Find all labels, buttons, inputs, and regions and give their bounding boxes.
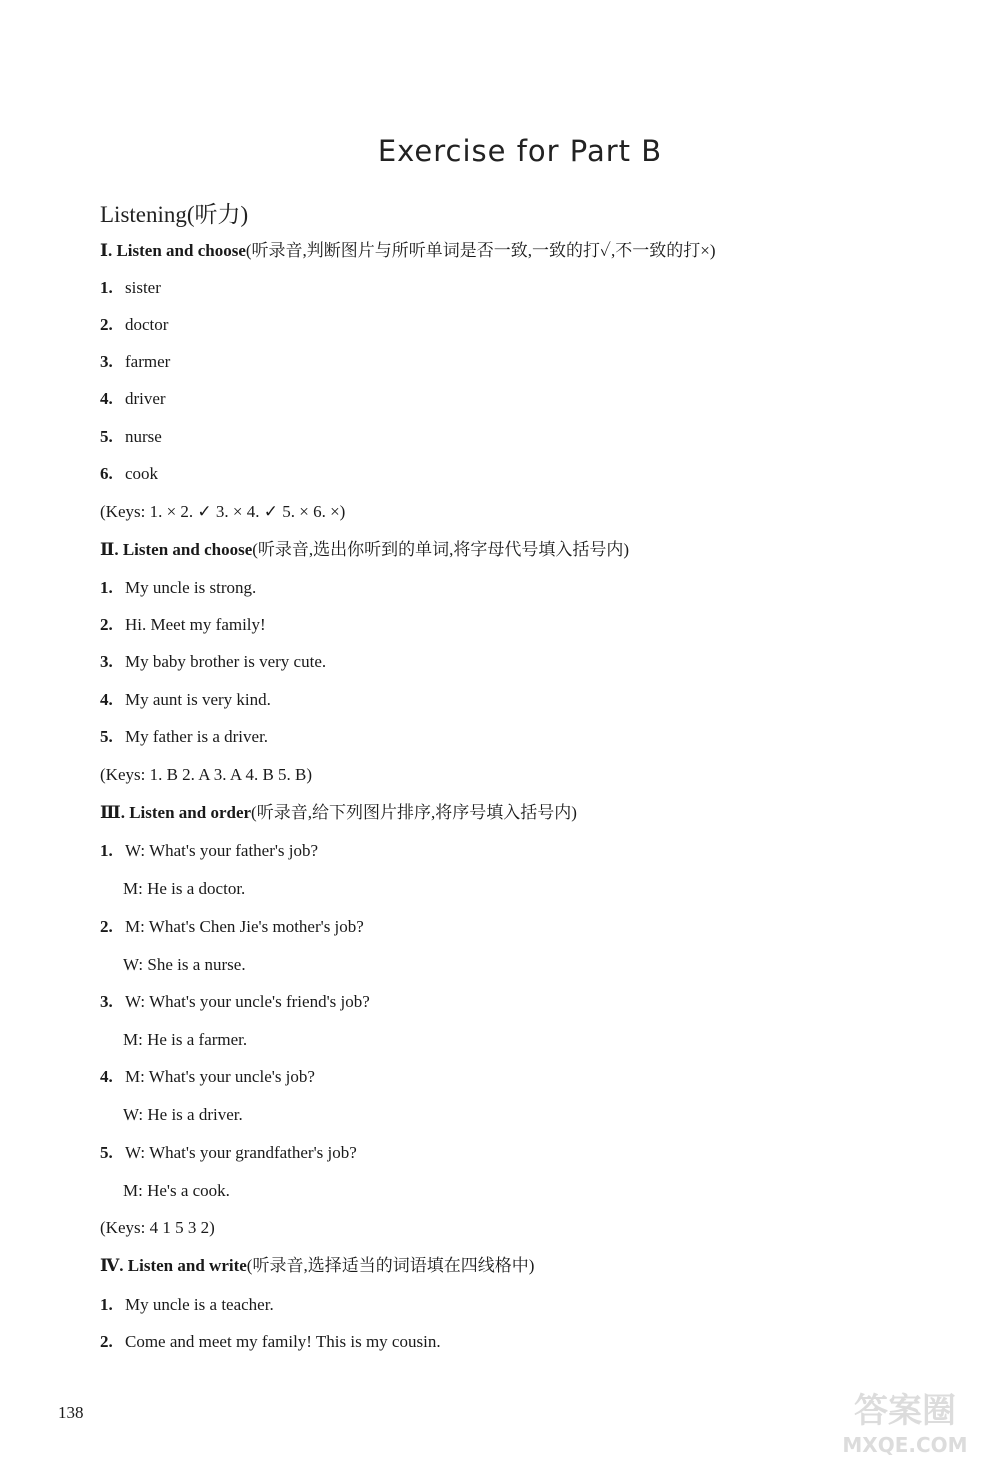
section-3-heading — [100, 804, 577, 821]
section-4-heading — [100, 1257, 534, 1274]
item-number: 1. — [100, 1295, 113, 1314]
list-item — [100, 616, 266, 633]
section-4-roman: Ⅳ. — [100, 1256, 124, 1275]
item-text: driver — [125, 389, 166, 408]
watermark-top-text: 答案圈 — [854, 1391, 956, 1431]
dialogue-answer: W: She is a nurse. — [123, 955, 246, 974]
section-3-instruction: (听录音,给下列图片排序,将序号填入括号内) — [251, 803, 577, 822]
item-number: 1. — [100, 841, 113, 860]
item-text: W: What's your grandfather's job? — [125, 1143, 357, 1162]
list-item — [100, 1296, 274, 1313]
watermark-bottom-text: MXQE.COM — [842, 1433, 968, 1457]
section-2-english: Listen and choose — [122, 540, 253, 559]
section-2-instruction: (听录音,选出你听到的单词,将字母代号填入括号内) — [252, 540, 630, 559]
item-number: 1. — [100, 278, 113, 297]
answer-keys: (Keys: 1. × 2. ✓ 3. × 4. ✓ 5. × 6. ×) — [100, 502, 346, 521]
section-1-english: Listen and choose — [116, 241, 246, 260]
answer-keys: (Keys: 4 1 5 3 2) — [100, 1218, 215, 1237]
item-number: 3. — [100, 992, 113, 1011]
answer-keys: (Keys: 1. B 2. A 3. A 4. B 5. B) — [100, 765, 313, 784]
item-number: 4. — [100, 1067, 113, 1086]
item-text: nurse — [125, 427, 162, 446]
item-text: sister — [125, 278, 161, 297]
section-subtitle: Listening(听力) — [100, 202, 249, 227]
item-text: W: What's your father's job? — [125, 841, 319, 860]
section-4-instruction: (听录音,选择适当的词语填在四线格中) — [246, 1256, 535, 1275]
list-item — [100, 465, 158, 482]
item-number: 4. — [100, 690, 113, 709]
list-item — [100, 353, 170, 370]
list-item — [100, 428, 162, 445]
section-2-heading — [100, 541, 629, 558]
item-number: 5. — [100, 1143, 113, 1162]
item-number: 2. — [100, 917, 113, 936]
dialogue-answer: M: He is a doctor. — [123, 879, 246, 898]
item-text: W: What's your uncle's friend's job? — [125, 992, 370, 1011]
list-item — [100, 390, 166, 407]
list-item — [100, 579, 256, 596]
item-number: 2. — [100, 615, 113, 634]
page-number: 138 — [58, 1403, 84, 1422]
dialogue-question — [100, 842, 318, 859]
section-3-english: Listen and order — [129, 803, 252, 822]
list-item — [100, 728, 268, 745]
item-text: My uncle is a teacher. — [125, 1295, 274, 1314]
section-1-heading — [100, 242, 716, 259]
dialogue-answer: M: He is a farmer. — [123, 1030, 248, 1049]
item-number: 6. — [100, 464, 113, 483]
item-number: 1. — [100, 578, 113, 597]
section-1-roman: Ⅰ. — [100, 241, 113, 260]
section-2-roman: Ⅱ. — [100, 540, 119, 559]
item-text: cook — [125, 464, 159, 483]
item-text: My aunt is very kind. — [125, 690, 271, 709]
list-item — [100, 1333, 441, 1350]
item-text: Hi. Meet my family! — [125, 615, 266, 634]
dialogue-answer: M: He's a cook. — [123, 1181, 230, 1200]
item-number: 4. — [100, 389, 113, 408]
item-text: M: What's Chen Jie's mother's job? — [125, 917, 364, 936]
item-text: Come and meet my family! This is my cousin. — [125, 1332, 441, 1351]
dialogue-question — [100, 918, 364, 935]
item-text: My uncle is strong. — [125, 578, 257, 597]
item-text: My father is a driver. — [125, 727, 269, 746]
item-number: 2. — [100, 315, 113, 334]
page-title: Exercise for Part B — [377, 134, 663, 168]
dialogue-answer: W: He is a driver. — [123, 1105, 243, 1124]
list-item — [100, 653, 326, 670]
item-text: My baby brother is very cute. — [125, 652, 327, 671]
item-number: 3. — [100, 352, 113, 371]
item-text: farmer — [125, 352, 171, 371]
section-4-english: Listen and write — [127, 1256, 247, 1275]
dialogue-question — [100, 1144, 357, 1161]
list-item — [100, 279, 161, 296]
watermark-logo — [820, 1380, 990, 1460]
list-item — [100, 691, 271, 708]
section-1-instruction: (听录音,判断图片与所听单词是否一致,一致的打✓,不一致的打×) — [245, 241, 716, 260]
item-number: 5. — [100, 427, 113, 446]
item-number: 5. — [100, 727, 113, 746]
dialogue-question — [100, 993, 370, 1010]
dialogue-question — [100, 1068, 315, 1085]
item-number: 3. — [100, 652, 113, 671]
list-item — [100, 316, 168, 333]
item-text: doctor — [125, 315, 169, 334]
item-text: M: What's your uncle's job? — [125, 1067, 315, 1086]
section-3-roman: Ⅲ. — [100, 803, 125, 822]
item-number: 2. — [100, 1332, 113, 1351]
